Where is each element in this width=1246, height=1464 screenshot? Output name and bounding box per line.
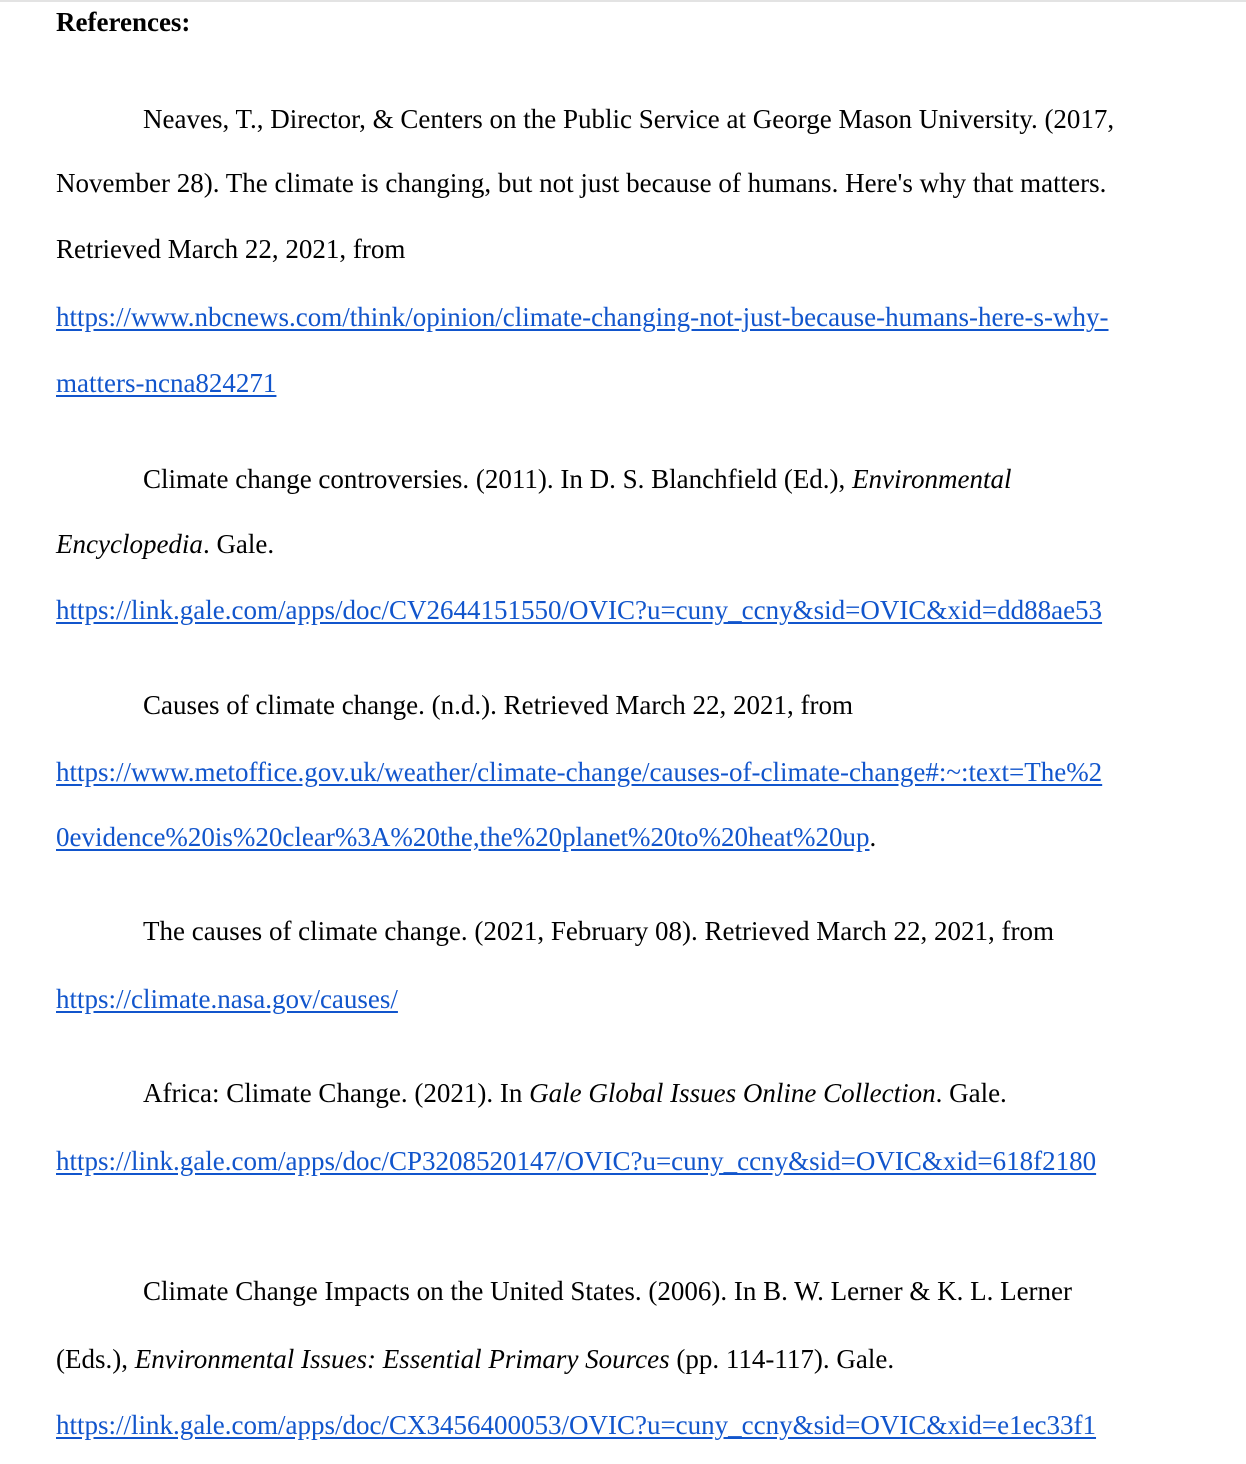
ref4-url-line bbox=[56, 979, 398, 1019]
ref3-url-line2 bbox=[56, 817, 876, 857]
ref6-pages-publisher: (pp. 114-117). Gale. bbox=[669, 1344, 895, 1374]
ref2-publisher: . Gale. bbox=[202, 529, 275, 559]
ref6-link[interactable]: https://link.gale.com/apps/doc/CX3456400053/OVIC?u=cuny_ccny&sid=OVIC&xid=e1ec33f1 bbox=[56, 1410, 1097, 1440]
ref6-book-title: Environmental Issues: Essential Primary Sources bbox=[134, 1344, 670, 1374]
ref2-link[interactable]: https://link.gale.com/apps/doc/CV2644151550/OVIC?u=cuny_ccny&sid=OVIC&xid=dd88ae53 bbox=[56, 595, 1103, 625]
ref1-line1: Neaves, T., Director, & Centers on the Public Service at George Mason University. (2017, bbox=[143, 104, 1115, 134]
ref5-link[interactable]: https://link.gale.com/apps/doc/CP3208520147/OVIC?u=cuny_ccny&sid=OVIC&xid=618f2180 bbox=[56, 1146, 1097, 1176]
ref5-url-line bbox=[56, 1141, 1096, 1181]
references-heading: References: bbox=[56, 7, 191, 37]
ref1-link-continued[interactable]: matters-ncna824271 bbox=[56, 368, 277, 398]
ref5-publisher: . Gale. bbox=[935, 1078, 1007, 1108]
ref3-url-line1 bbox=[56, 752, 1102, 792]
ref2-book-title-continued: Encyclopedia bbox=[56, 529, 203, 559]
ref5-line1 bbox=[143, 1073, 1007, 1113]
ref2-text: Climate change controversies. (2011). In D. S. Blanchfield (Ed.), bbox=[143, 464, 853, 494]
ref2-url-line bbox=[56, 590, 1102, 630]
ref1-line2: November 28). The climate is changing, but not just because of humans. Here's why that matters. bbox=[56, 168, 1107, 198]
ref6-line1: Climate Change Impacts on the United States. (2006). In B. W. Lerner & K. L. Lerner bbox=[143, 1276, 1073, 1306]
ref3-line1: Causes of climate change. (n.d.). Retrieved March 22, 2021, from bbox=[143, 690, 854, 720]
ref2-line2 bbox=[56, 524, 274, 564]
ref1-url-line1 bbox=[56, 297, 1109, 337]
ref3-link-continued[interactable]: 0evidence%20is%20clear%3A%20the,the%20planet%20to%20heat%20up bbox=[56, 822, 870, 852]
ref4-link[interactable]: https://climate.nasa.gov/causes/ bbox=[56, 984, 398, 1014]
ref5-text: Africa: Climate Change. (2021). In bbox=[143, 1078, 530, 1108]
ref6-line2 bbox=[56, 1339, 894, 1379]
ref6-url-line bbox=[56, 1405, 1096, 1445]
ref2-book-title: Environmental bbox=[852, 464, 1012, 494]
ref1-link[interactable]: https://www.nbcnews.com/think/opinion/climate-changing-not-just-because-humans-here-s-why- bbox=[56, 302, 1109, 332]
ref2-line1 bbox=[143, 459, 1012, 499]
ref1-line3: Retrieved March 22, 2021, from bbox=[56, 234, 406, 264]
ref3-period: . bbox=[869, 822, 877, 852]
ref3-link[interactable]: https://www.metoffice.gov.uk/weather/climate-change/causes-of-climate-change#:~:text=The%2 bbox=[56, 757, 1103, 787]
ref4-line1: The causes of climate change. (2021, February 08). Retrieved March 22, 2021, from bbox=[143, 916, 1054, 946]
ref1-url-line2 bbox=[56, 363, 276, 403]
ref5-collection-title: Gale Global Issues Online Collection bbox=[529, 1078, 936, 1108]
ref6-editors: (Eds.), bbox=[56, 1344, 135, 1374]
